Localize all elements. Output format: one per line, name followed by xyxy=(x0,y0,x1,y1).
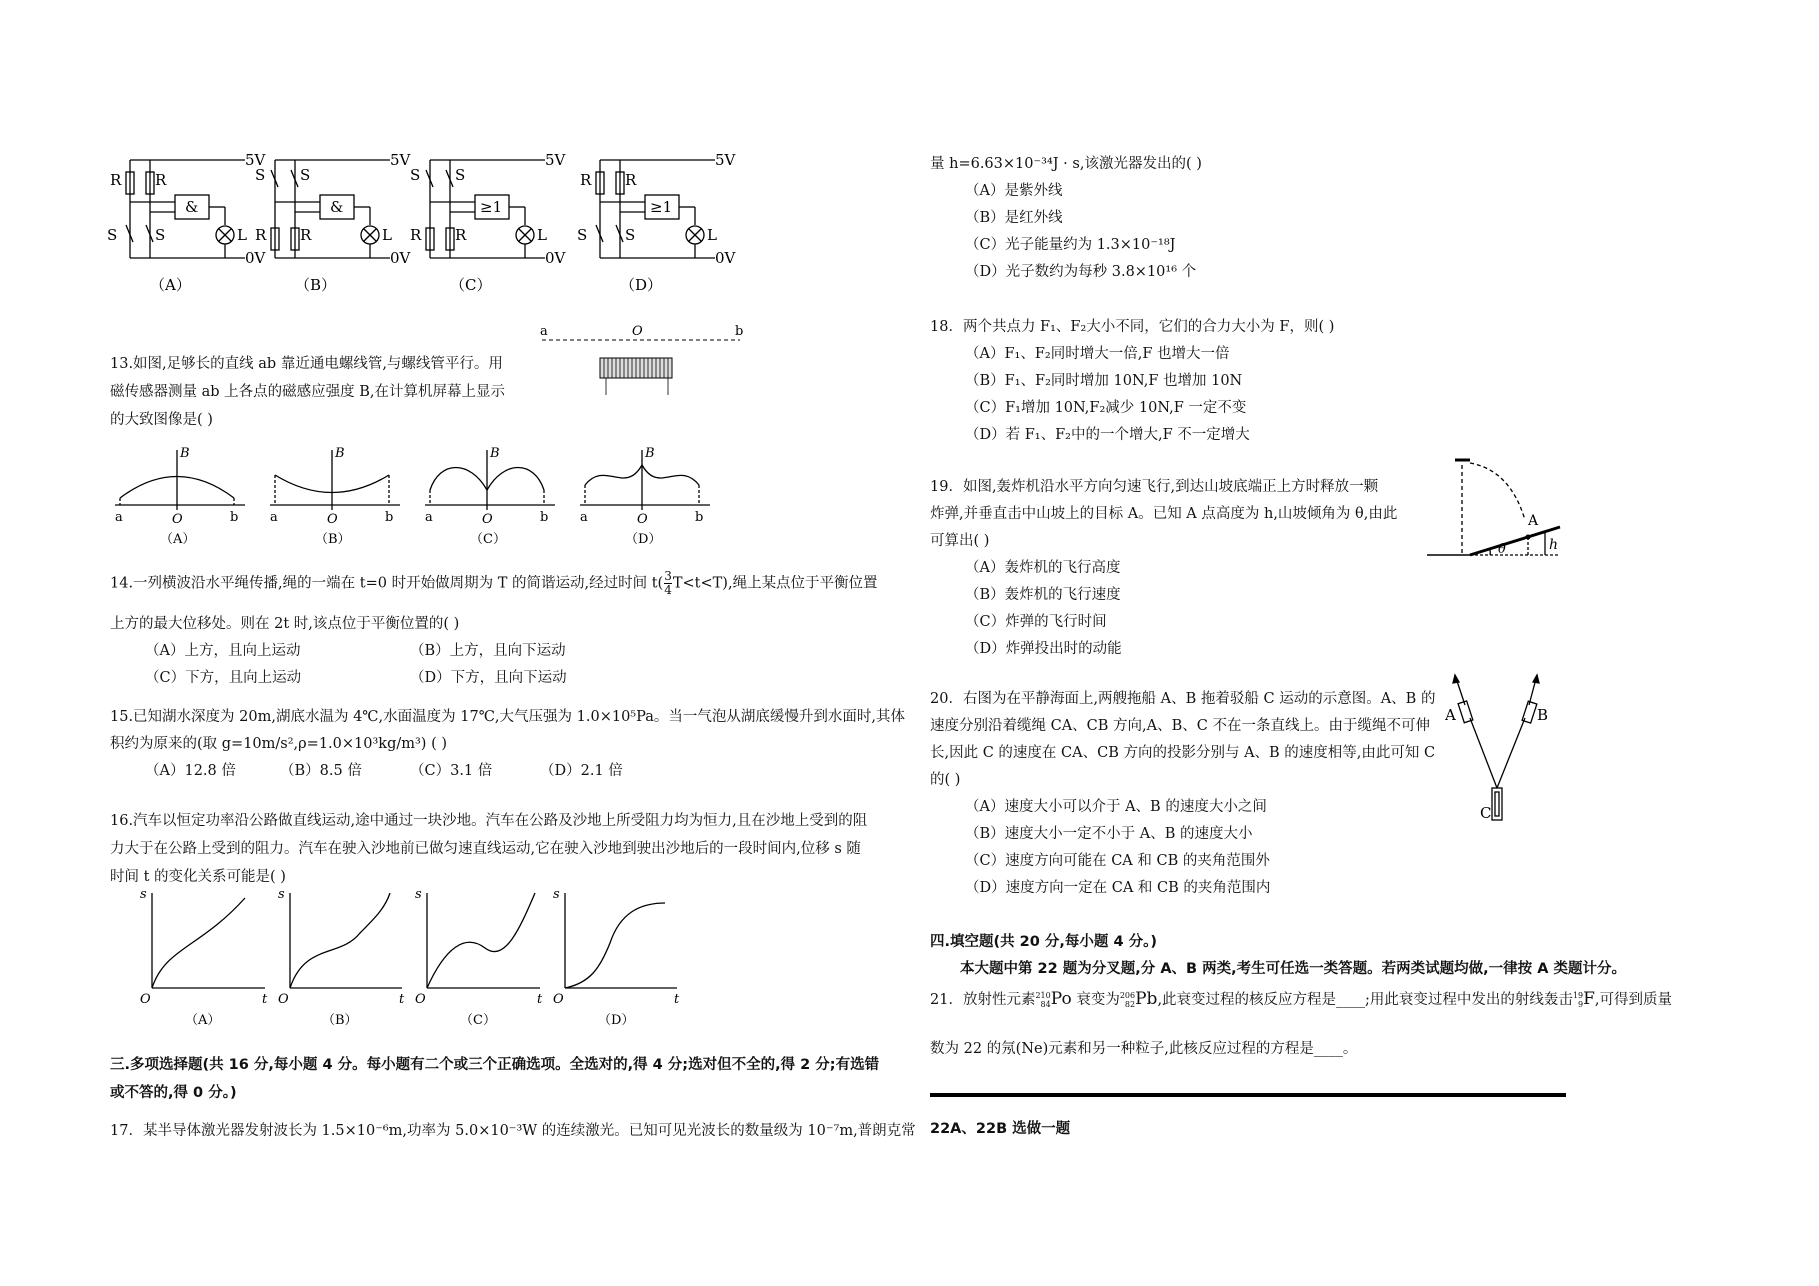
svg-text:R: R xyxy=(625,171,637,189)
svg-text:≥1: ≥1 xyxy=(650,198,673,216)
svg-text:L: L xyxy=(382,226,392,244)
svg-text:&: & xyxy=(330,198,344,216)
svg-text:O: O xyxy=(482,512,493,527)
svg-text:t: t xyxy=(262,992,268,1007)
q19-text-line2: 炸弹,并垂直击中山坡上的目标 A。已知 A 点高度为 h,山坡倾角为 θ,由此 xyxy=(930,506,1398,522)
q16-graphs xyxy=(140,888,700,1028)
svg-text:S: S xyxy=(410,166,421,184)
q18-text-line1: 18．两个共点力 F₁、F₂大小不同，它们的合力大小为 F，则( ) xyxy=(930,319,1335,335)
q20-text-line3: 长,因此 C 的速度在 CA、CB 方向的投影分别与 A、B 的速度相等,由此可知 C xyxy=(930,745,1436,761)
q17-text-line2: 量 h=6.63×10⁻³⁴J · s,该激光器发出的( ) xyxy=(930,156,1202,172)
q13-text-line1: 13.如图,足够长的直线 ab 靠近通电螺线管,与螺线管平行。用 xyxy=(110,356,503,372)
q15-option-b: （B）8.5 倍 xyxy=(280,763,362,779)
svg-text:a: a xyxy=(540,324,548,339)
svg-text:O: O xyxy=(327,512,338,527)
svg-text:B: B xyxy=(335,446,345,461)
svg-text:C: C xyxy=(1480,804,1492,822)
svg-text:L: L xyxy=(537,226,547,244)
svg-text:b: b xyxy=(735,324,744,339)
svg-text:O: O xyxy=(140,992,151,1007)
q20-text-line1: 20．右图为在平静海面上,两艘拖船 A、B 拖着驳船 C 运动的示意图。A、B 的 xyxy=(930,691,1436,707)
svg-text:O: O xyxy=(553,992,564,1007)
svg-text:a: a xyxy=(425,510,433,525)
q17-option-b: （B）是红外线 xyxy=(965,210,1063,226)
svg-text:（B）: （B） xyxy=(295,276,337,294)
svg-text:5V: 5V xyxy=(545,151,566,169)
svg-text:B: B xyxy=(1537,706,1549,724)
q17-option-c: （C）光子能量约为 1.3×10⁻¹⁸J xyxy=(965,237,1176,253)
svg-text:B: B xyxy=(645,446,655,461)
svg-text:&: & xyxy=(185,198,199,216)
svg-text:s: s xyxy=(140,887,147,902)
q14-option-b: （B）上方，且向下运动 xyxy=(410,643,566,659)
q14-text-line1: 14.一列横波沿水平绳传播,绳的一端在 t=0 时开始做周期为 T 的简谐运动,经过时间 t( $\frac{3}{4}$ T<t<T),绳上某点位于平衡位置 xyxy=(110,569,878,597)
svg-text:5V: 5V xyxy=(245,151,266,169)
q18-option-b: （B）F₁、F₂同时增加 10N,F 也增加 10N xyxy=(965,373,1243,389)
q16-text-line1: 16.汽车以恒定功率沿公路做直线运动,途中通过一块沙地。汽车在公路及沙地上所受阻力均为恒力,且在沙地上受到的阻 xyxy=(110,813,868,829)
svg-text:L: L xyxy=(707,226,717,244)
q13-graphs xyxy=(110,445,730,550)
q15-text-line1: 15.已知湖水深度为 20m,湖底水温为 4℃,水面温度为 17℃,大气压强为 1.0×10⁵Pa。当一气泡从湖底缓慢升到水面时,其体 xyxy=(110,709,905,725)
svg-text:a: a xyxy=(580,510,588,525)
svg-text:S: S xyxy=(107,226,118,244)
q16-text-line2: 力大于在公路上受到的阻力。汽车在驶入沙地前已做匀速直线运动,它在驶入沙地到驶出沙地后的一段时间内,位移 s 随 xyxy=(110,841,861,857)
q19-option-b: （B）轰炸机的飞行速度 xyxy=(965,587,1121,603)
svg-text:≥1: ≥1 xyxy=(480,198,503,216)
section-divider xyxy=(930,1093,1566,1097)
svg-text:（A）: （A） xyxy=(160,532,196,547)
q16-text-line3: 时间 t 的变化关系可能是( ) xyxy=(110,869,286,885)
q20-text-line4: 的( ) xyxy=(930,772,961,788)
svg-text:（C）: （C） xyxy=(470,532,506,547)
solenoid-figure xyxy=(540,324,750,410)
svg-text:（D）: （D） xyxy=(625,532,662,547)
q18-option-a: （A）F₁、F₂同时增大一倍,F 也增大一倍 xyxy=(965,346,1230,362)
q19-option-d: （D）炸弹投出时的动能 xyxy=(965,641,1122,657)
q20-text-line2: 速度分别沿着缆绳 CA、CB 方向,A、B、C 不在一条直线上。由于缆绳不可伸 xyxy=(930,718,1430,734)
q21-text-line1: 21．放射性元素 210 84 Po 衰变为 206 82 Pb,此衰变过程的核反应方程是____;用此衰变过程中发出的射线轰击 19 9 F,可得到质量 xyxy=(930,989,1673,1009)
svg-text:L: L xyxy=(237,226,247,244)
svg-text:R: R xyxy=(155,171,167,189)
svg-text:S: S xyxy=(455,166,466,184)
q14-option-c: （C）下方，且向上运动 xyxy=(145,670,302,686)
svg-text:R: R xyxy=(255,226,267,244)
q15-option-c: （C）3.1 倍 xyxy=(410,763,493,779)
tugboat-figure xyxy=(1445,670,1555,830)
q22-title: 22A、22B 选做一题 xyxy=(930,1121,1071,1137)
q20-option-a: （A）速度大小可以介于 A、B 的速度大小之间 xyxy=(965,799,1267,815)
svg-text:S: S xyxy=(155,226,166,244)
q19-text-line3: 可算出( ) xyxy=(930,533,990,549)
svg-text:O: O xyxy=(172,512,183,527)
svg-text:s: s xyxy=(415,887,422,902)
q18-option-d: （D）若 F₁、F₂中的一个增大,F 不一定增大 xyxy=(965,427,1250,443)
svg-text:t: t xyxy=(674,992,680,1007)
svg-text:S: S xyxy=(300,166,311,184)
svg-text:b: b xyxy=(695,510,704,525)
q17-option-a: （A）是紫外线 xyxy=(965,183,1063,199)
svg-text:A: A xyxy=(1528,513,1539,529)
svg-text:S: S xyxy=(577,226,588,244)
q14-option-d: （D）下方，且向下运动 xyxy=(410,670,567,686)
q20-option-c: （C）速度方向可能在 CA 和 CB 的夹角范围外 xyxy=(965,853,1270,869)
svg-text:h: h xyxy=(1549,537,1559,553)
svg-text:S: S xyxy=(625,226,636,244)
svg-text:5V: 5V xyxy=(390,151,411,169)
svg-text:S: S xyxy=(255,166,266,184)
svg-text:（D）: （D） xyxy=(620,276,663,294)
q14-text-line2: 上方的最大位移处。则在 2t 时,该点位于平衡位置的( ) xyxy=(110,616,460,632)
q20-option-b: （B）速度大小一定不小于 A、B 的速度大小 xyxy=(965,826,1253,842)
q15-option-a: （A）12.8 倍 xyxy=(145,763,236,779)
svg-text:A: A xyxy=(1445,706,1456,724)
svg-text:（B）: （B） xyxy=(315,532,351,547)
svg-text:0V: 0V xyxy=(715,249,736,267)
svg-text:a: a xyxy=(115,510,123,525)
svg-text:（A）: （A） xyxy=(185,1013,221,1028)
svg-text:t: t xyxy=(399,992,405,1007)
q19-text-line1: 19．如图,轰炸机沿水平方向匀速飞行,到达山坡底端正上方时释放一颗 xyxy=(930,479,1379,495)
svg-text:b: b xyxy=(385,510,394,525)
svg-text:s: s xyxy=(278,887,285,902)
circuit-diagrams xyxy=(105,150,745,300)
svg-text:O: O xyxy=(278,992,289,1007)
svg-text:O: O xyxy=(632,324,643,339)
q17-option-d: （D）光子数约为每秒 3.8×10¹⁶ 个 xyxy=(965,264,1197,280)
svg-text:R: R xyxy=(110,171,122,189)
svg-text:O: O xyxy=(637,512,648,527)
q15-option-d: （D）2.1 倍 xyxy=(540,763,623,779)
svg-text:（C）: （C） xyxy=(460,1013,496,1028)
svg-text:0V: 0V xyxy=(390,249,411,267)
svg-text:（D）: （D） xyxy=(598,1013,635,1028)
svg-text:θ: θ xyxy=(1498,542,1506,557)
q19-option-c: （C）炸弹的飞行时间 xyxy=(965,614,1107,630)
section4-title: 四.填空题(共 20 分,每小题 4 分。) xyxy=(930,934,1157,950)
svg-text:（A）: （A） xyxy=(150,276,191,294)
svg-text:B: B xyxy=(180,446,190,461)
section4-note: 本大题中第 22 题为分叉题,分 A、B 两类,考生可任选一类答题。若两类试题均做,一律按 A 类题计分。 xyxy=(960,961,1626,977)
svg-text:b: b xyxy=(230,510,239,525)
q14-option-a: （A）上方，且向上运动 xyxy=(145,643,301,659)
svg-text:b: b xyxy=(540,510,549,525)
q19-option-a: （A）轰炸机的飞行高度 xyxy=(965,560,1121,576)
svg-text:（C）: （C） xyxy=(450,276,492,294)
q21-text-line2: 数为 22 的氖(Ne)元素和另一种粒子,此核反应过程的方程是____。 xyxy=(930,1041,1358,1057)
section3-heading-line2: 或不答的,得 0 分。) xyxy=(110,1085,237,1101)
svg-text:B: B xyxy=(490,446,500,461)
svg-text:O: O xyxy=(415,992,426,1007)
svg-text:R: R xyxy=(300,226,312,244)
section3-heading-line1: 三.多项选择题(共 16 分,每小题 4 分。每小题有二个或三个正确选项。全选对的,得 4 分;选对但不全的,得 2 分;有选错 xyxy=(110,1057,880,1073)
q17-text-line1: 17．某半导体激光器发射波长为 1.5×10⁻⁶m,功率为 5.0×10⁻³W 的连续激光。已知可见光波长的数量级为 10⁻⁷m,普朗克常 xyxy=(110,1123,916,1139)
svg-text:5V: 5V xyxy=(715,151,736,169)
svg-text:R: R xyxy=(410,226,422,244)
svg-text:a: a xyxy=(270,510,278,525)
bomber-slope-figure xyxy=(1425,455,1565,565)
q20-option-d: （D）速度方向一定在 CA 和 CB 的夹角范围内 xyxy=(965,880,1271,896)
q13-text-line3: 的大致图像是( ) xyxy=(110,412,213,428)
svg-text:R: R xyxy=(580,171,592,189)
q18-option-c: （C）F₁增加 10N,F₂减少 10N,F 一定不变 xyxy=(965,400,1247,416)
svg-text:0V: 0V xyxy=(545,249,566,267)
svg-text:R: R xyxy=(455,226,467,244)
svg-text:t: t xyxy=(537,992,543,1007)
q15-text-line2: 积约为原来的(取 g=10m/s²,ρ=1.0×10³kg/m³) ( ) xyxy=(110,736,447,752)
svg-text:（B）: （B） xyxy=(322,1013,358,1028)
svg-text:s: s xyxy=(553,887,560,902)
svg-text:0V: 0V xyxy=(245,249,266,267)
q13-text-line2: 磁传感器测量 ab 上各点的磁感应强度 B,在计算机屏幕上显示 xyxy=(110,384,506,400)
